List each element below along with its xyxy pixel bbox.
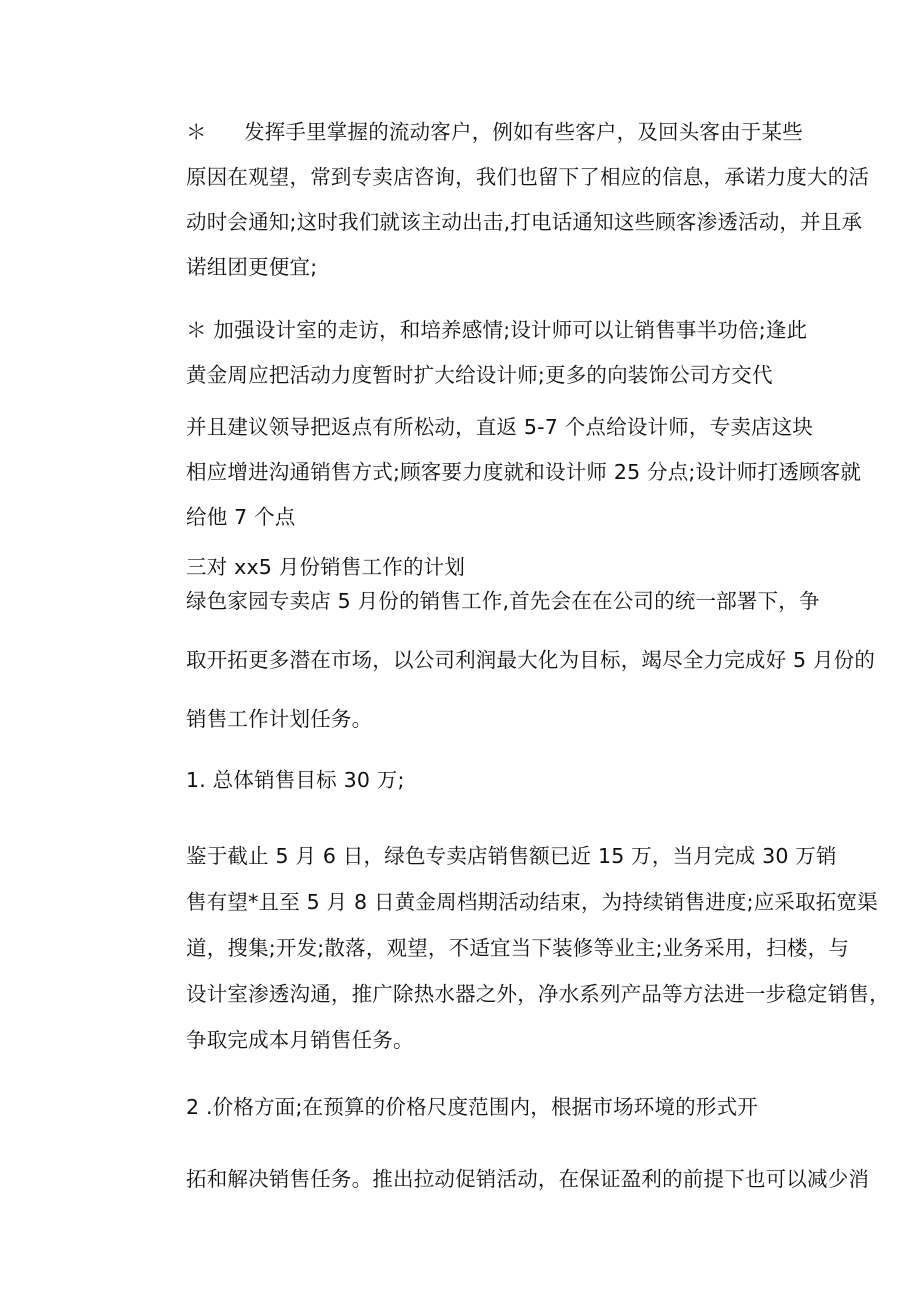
paragraph-line: 并且建议领导把返点有所松动，直返 5-7 个点给设计师，专卖店这块 (186, 415, 814, 439)
paragraph-line: 拓和解决销售任务。推出拉动促销活动，在保证盈利的前提下也可以减少消 (186, 1167, 870, 1191)
asterisk-bullet-icon: ＊ (186, 120, 207, 144)
paragraph-line: 取开拓更多潜在市场，以公司利润最大化为目标，竭尽全力完成好 5 月份的 (186, 648, 876, 672)
paragraph-line: 设计室渗透沟通，推广除热水器之外，净水系列产品等方法进一步稳定销售， (186, 982, 890, 1006)
paragraph-line: 绿色家园专卖店 5 月份的销售工作,首先会在在公司的统一部署下，争 (186, 589, 820, 613)
paragraph-line: 道，搜集;开发;散落，观望，不适宜当下装修等业主;业务采用，扫楼，与 (186, 936, 850, 960)
paragraph-line: 原因在观望，常到专卖店咨询，我们也留下了相应的信息，承诺力度大的活 (186, 165, 870, 189)
paragraph-line: 销售工作计划任务。 (186, 707, 373, 731)
paragraph-line: 黄金周应把活动力度暂时扩大给设计师;更多的向装饰公司方交代 (186, 363, 773, 387)
paragraph-line: 动时会通知;这时我们就该主动出击,打电话通知这些顾客渗透活动，并且承 (186, 210, 863, 234)
paragraph-line: 诺组团更便宜; (186, 255, 318, 279)
paragraph-line: 鉴于截止 5 月 6 日，绿色专卖店销售额已近 15 万，当月完成 30 万销 (186, 844, 837, 868)
numbered-item-1: 1. 总体销售目标 30 万; (186, 768, 405, 792)
section-heading: 三对 xx5 月份销售工作的计划 (186, 555, 466, 579)
paragraph-line: 给他 7 个点 (186, 505, 296, 529)
bullet-paragraph-2-line-1: ＊ 加强设计室的走访，和培养感情;设计师可以让销售事半功倍;逢此 (186, 318, 808, 342)
paragraph-line: 争取完成本月销售任务。 (186, 1028, 414, 1052)
numbered-item-2: 2 .价格方面;在预算的价格尺度范围内，根据市场环境的形式开 (186, 1095, 758, 1119)
bullet-paragraph-1-line-1: ＊ 发挥手里掌握的流动客户，例如有些客户，及回头客由于某些 (186, 117, 803, 147)
paragraph-line: 相应增进沟通销售方式;顾客要力度就和设计师 25 分点;设计师打透顾客就 (186, 460, 862, 484)
paragraph-line: 售有望*且至 5 月 8 日黄金周档期活动结束，为持续销售进度;应采取拓宽渠 (186, 890, 878, 914)
